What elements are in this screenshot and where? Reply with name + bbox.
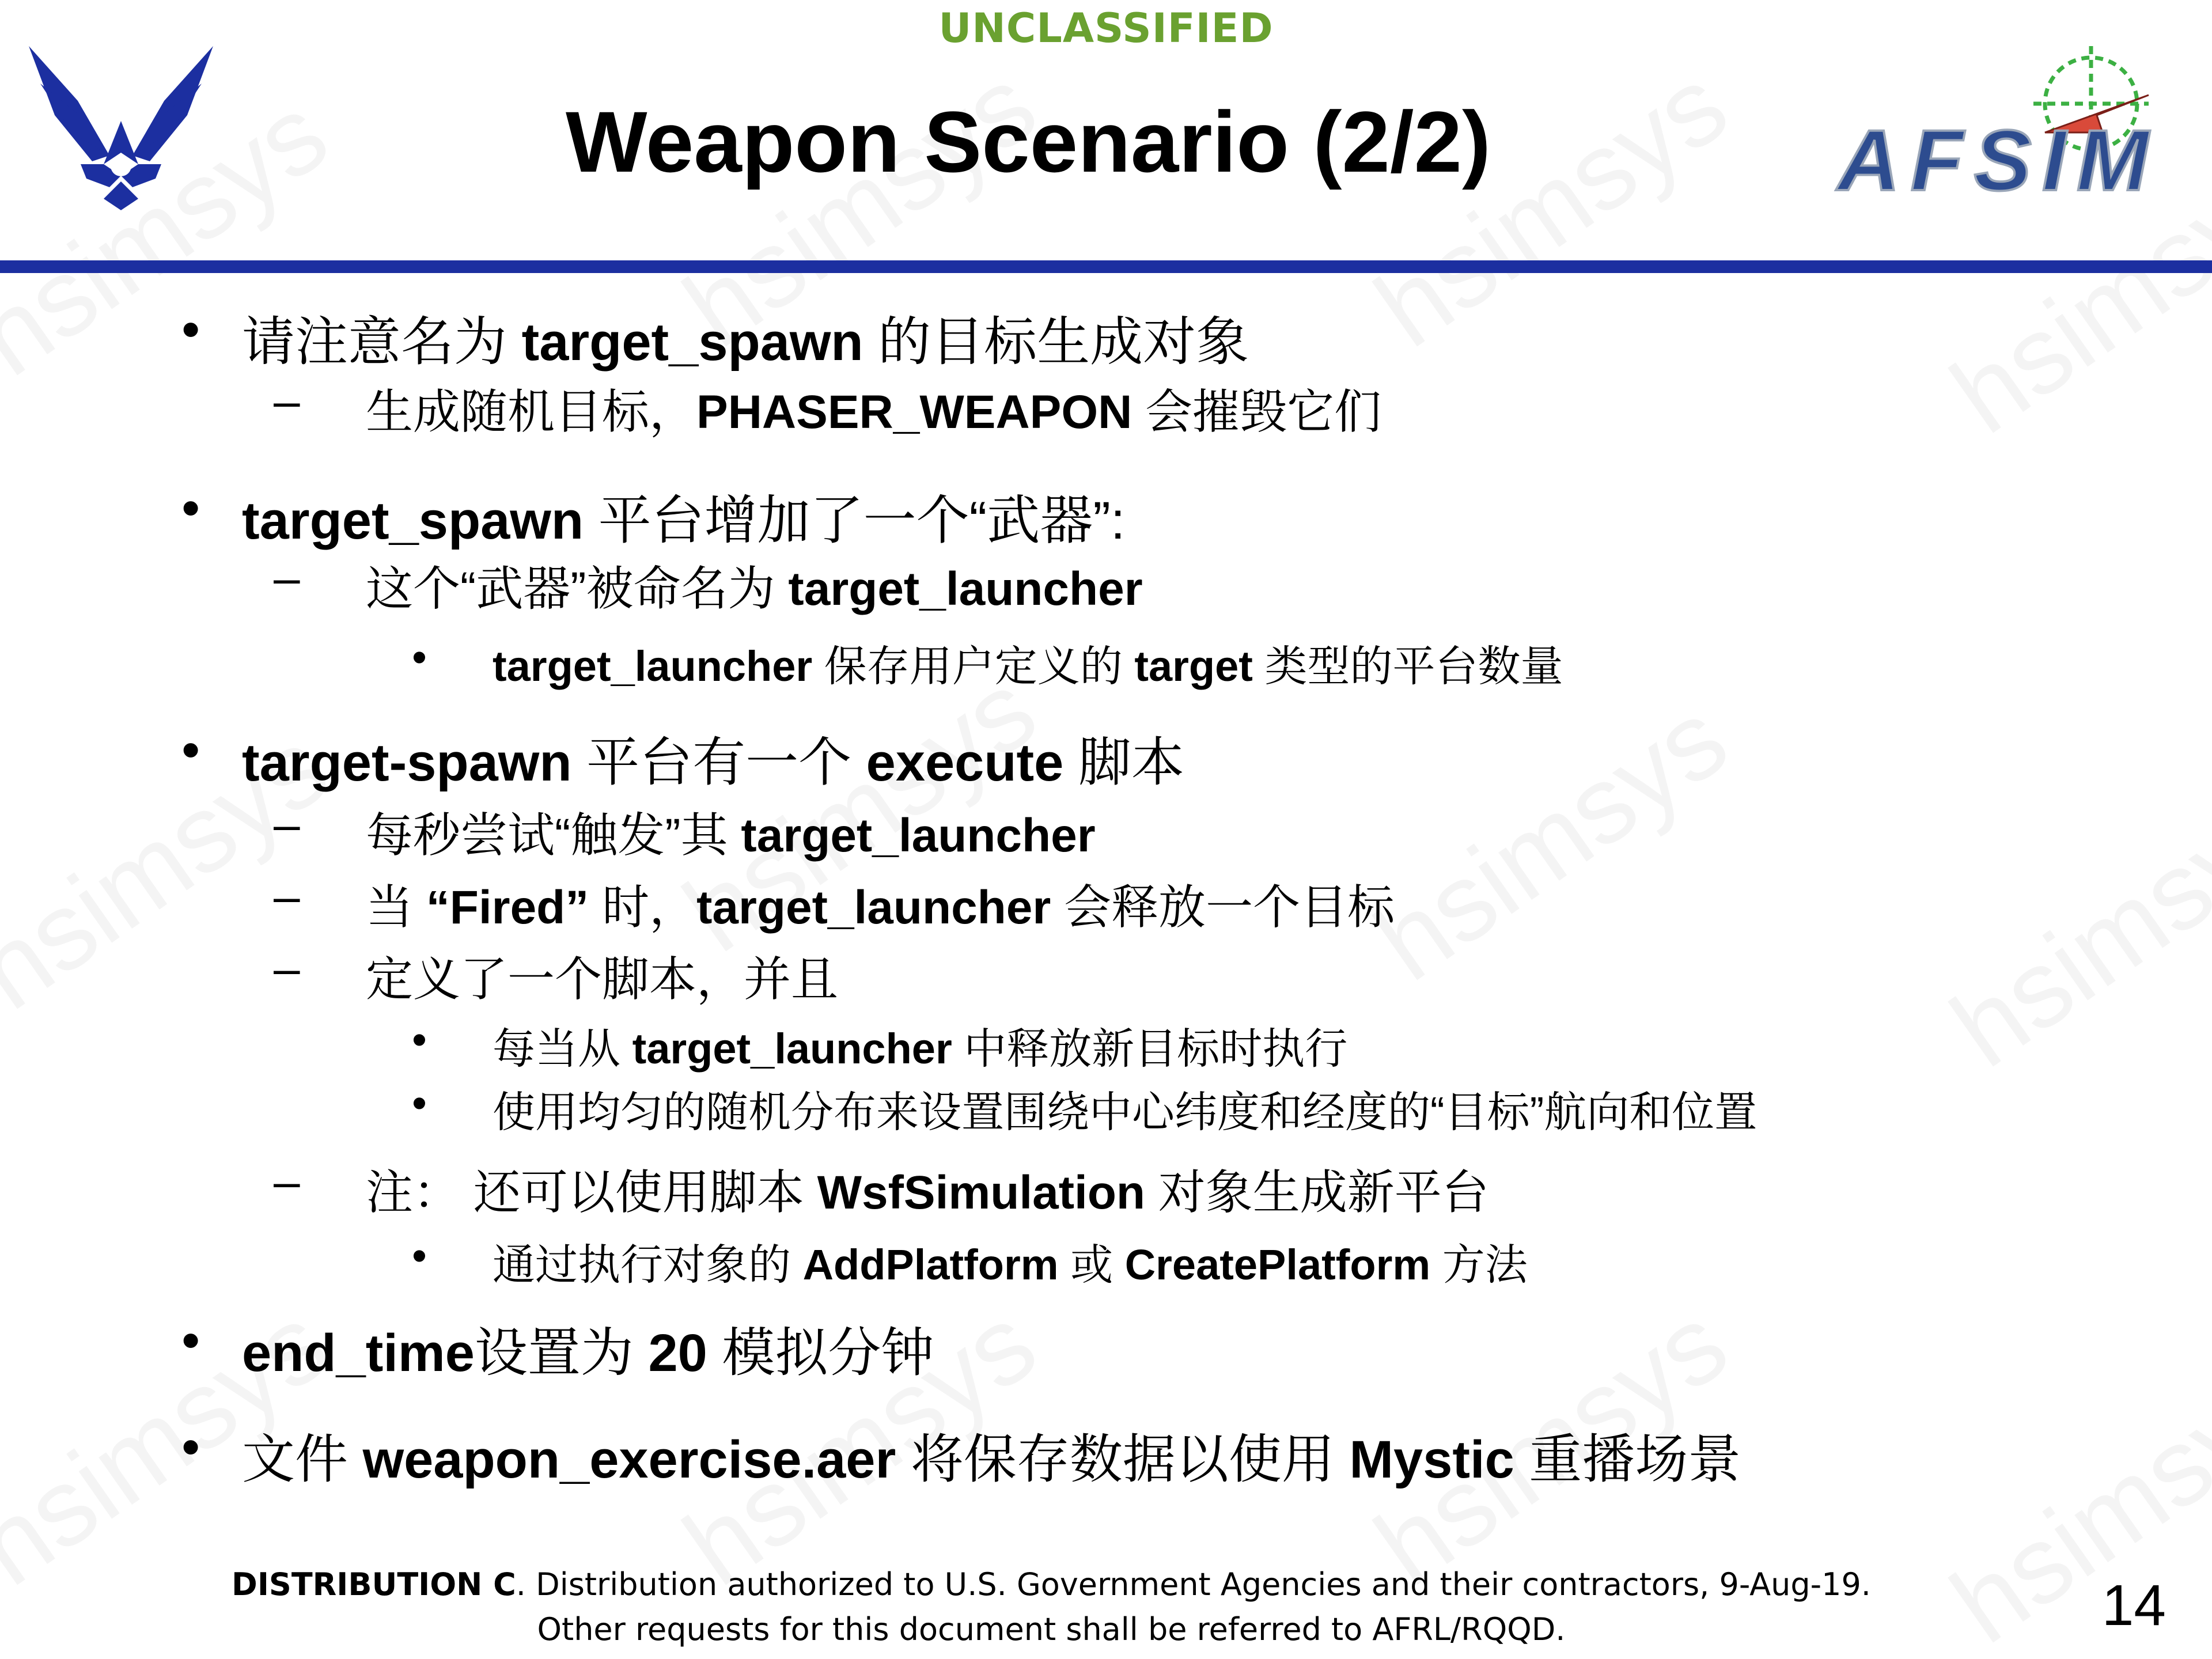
bullet-text-segment: 重播场景 — [1514, 1430, 1741, 1489]
bullet-text — [366, 374, 1381, 442]
bullet-text-bold: end_time — [242, 1324, 475, 1382]
bullet-marker: • — [181, 721, 200, 779]
classification-banner: UNCLASSIFIED — [938, 5, 1274, 52]
bullet-text-bold: target_spawn — [242, 491, 584, 550]
bullet-marker: • — [412, 1079, 427, 1127]
bullet-marker: • — [181, 1311, 200, 1370]
bullet-text-segment: 脚本 — [1063, 733, 1184, 792]
bullet-text-bold: target_launcher — [493, 642, 813, 690]
bullet-marker: – — [274, 552, 300, 604]
bullet-text-segment: 每当从 — [493, 1025, 632, 1073]
bullet-text-bold: execute — [866, 733, 1064, 792]
bullet-text-segment: 当 — [366, 881, 426, 934]
bullet-text-segment: 或 — [1058, 1241, 1125, 1289]
bullet-text-bold: CreatePlatform — [1124, 1241, 1431, 1289]
bullet-marker: – — [274, 942, 300, 995]
bullet-text-segment: 设置为 — [474, 1324, 649, 1382]
bullet-text-segment: 方法 — [1430, 1241, 1528, 1289]
bullet-text-bold: target-spawn — [242, 733, 572, 792]
bullet-text-segment: 文件 — [242, 1430, 363, 1489]
bullet-text — [493, 632, 1563, 694]
bullet-text-bold: weapon_exercise.aer — [362, 1430, 896, 1489]
watermark-text — [1354, 676, 1749, 1005]
distribution-label: DISTRIBUTION C — [232, 1566, 516, 1603]
distribution-line-2: Other requests for this document shall be referred to AFRL/RQQD. — [537, 1611, 1566, 1647]
bullet-text — [242, 720, 1184, 796]
bullet-text — [366, 942, 838, 1009]
bullet-marker: – — [274, 1156, 300, 1208]
bullet-text-segment: 会释放一个目标 — [1051, 881, 1395, 934]
bullet-text-segment: 定义了一个脚本，并且 — [366, 953, 839, 1006]
header-divider — [0, 260, 2212, 273]
bullet-text-segment: 时， — [589, 881, 697, 934]
bullet-text-segment: 使用均匀的随机分布来设置围绕中心纬度和经度的“目标”航向和位置 — [493, 1088, 1758, 1136]
bullet-marker: • — [412, 1016, 427, 1063]
bullet-marker: • — [412, 633, 427, 681]
bullet-text-segment: 通过执行对象的 — [493, 1241, 803, 1289]
bullet-text-segment: 的目标生成对象 — [863, 313, 1249, 372]
bullet-text — [242, 1417, 1741, 1493]
bullet-text-bold: target — [1134, 642, 1253, 690]
bullet-text-bold: target_launcher — [632, 1025, 952, 1073]
bullet-text-segment: 注： 还可以使用脚本 — [366, 1166, 817, 1219]
bullet-marker: – — [274, 870, 300, 923]
distribution-text: . Distribution authorized to U.S. Government Agencies and their contractors, 9-Aug-19. — [516, 1566, 1871, 1603]
bullet-text-segment: 保存用户定义的 — [812, 642, 1135, 690]
bullet-text — [366, 551, 1143, 619]
bullet-text-segment: 类型的平台数量 — [1252, 642, 1563, 690]
bullet-text-segment: 每秒尝试“触发”其 — [366, 809, 741, 862]
bullet-text-bold: WsfSimulation — [817, 1166, 1146, 1219]
page-number: 14 — [2101, 1573, 2166, 1638]
bullet-text-bold: target_launcher — [696, 881, 1051, 934]
bullet-text-segment: 将保存数据以使用 — [896, 1430, 1350, 1489]
afsim-logo — [1826, 46, 2172, 213]
bullet-text-bold: Mystic — [1349, 1430, 1514, 1489]
bullet-text — [493, 1015, 1347, 1076]
bullet-text-segment: 模拟分钟 — [707, 1324, 934, 1382]
bullet-text — [493, 1078, 1757, 1139]
bullet-text-segment: 对象生成新平台 — [1145, 1166, 1489, 1219]
slide-title: Weapon Scenario (2/2) — [566, 93, 1491, 190]
bullet-text — [493, 1231, 1528, 1292]
bullet-text-segment: 会摧毁它们 — [1132, 386, 1382, 438]
bullet-text-bold: “Fired” — [426, 881, 589, 934]
afsim-logo-text: AFSIM — [1838, 112, 2149, 209]
distribution-line-1 — [0, 1562, 2103, 1607]
bullet-text-bold: target_launcher — [741, 809, 1096, 862]
bullet-text — [366, 870, 1395, 937]
bullet-marker: – — [274, 375, 300, 427]
bullet-text-segment: 请注意名为 — [242, 313, 522, 372]
bullet-text — [242, 1310, 934, 1387]
bullet-text-segment: 平台增加了一个“武器”: — [584, 491, 1126, 550]
bullet-text-segment: 这个“武器”被命名为 — [366, 563, 789, 615]
bullet-text — [366, 1155, 1489, 1222]
bullet-marker: • — [181, 1418, 200, 1476]
bullet-text-segment: 平台有一个 — [571, 733, 866, 792]
bullet-text — [242, 478, 1125, 554]
bullet-marker: • — [181, 300, 200, 359]
bullet-text-bold: AddPlatform — [802, 1241, 1059, 1289]
bullet-text — [242, 300, 1249, 376]
bullet-marker: • — [181, 479, 200, 537]
bullet-text-segment: 中释放新目标时执行 — [952, 1025, 1348, 1073]
bullet-marker: – — [274, 798, 300, 851]
bullet-text-bold: target_spawn — [521, 313, 863, 372]
bullet-text-bold: PHASER_WEAPON — [696, 386, 1132, 438]
watermark-text — [1930, 762, 2212, 1092]
bullet-text — [366, 798, 1096, 865]
bullet-text-segment: 生成随机目标， — [366, 386, 697, 438]
distribution-statement — [0, 1562, 2103, 1652]
bullet-text-bold: target_launcher — [788, 563, 1143, 615]
bullet-marker: • — [412, 1232, 427, 1279]
watermark-text — [1354, 42, 1749, 372]
bullet-text-bold: 20 — [648, 1324, 707, 1382]
